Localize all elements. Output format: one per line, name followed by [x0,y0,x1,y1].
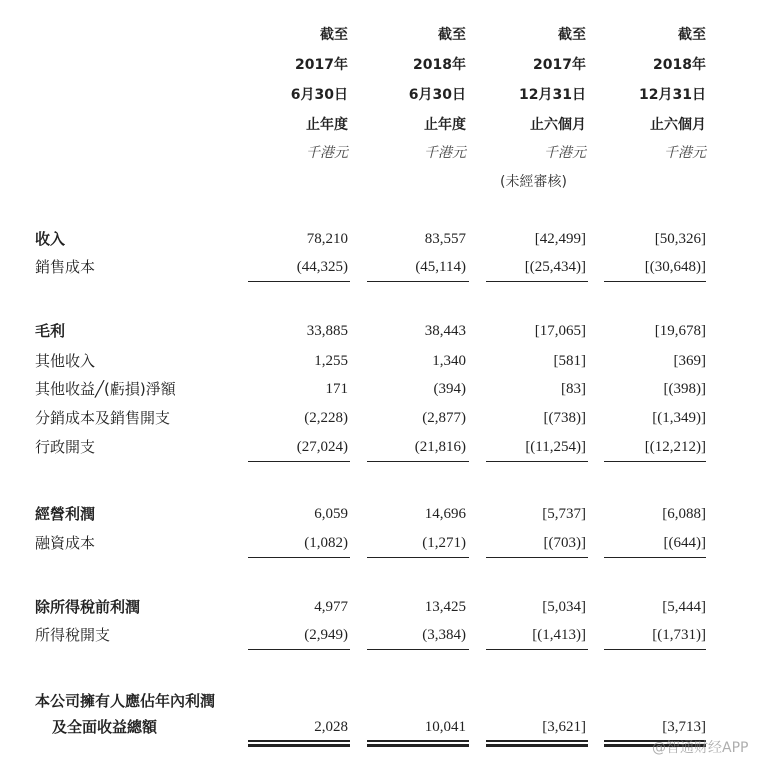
row-value: (27,024) [296,439,348,455]
row-value: 33,885 [306,323,348,339]
row-value: 13,425 [424,599,466,615]
subtotal-underline [248,649,350,650]
row-value: 83,557 [424,231,466,247]
unaudited-note: (未經審核) [500,174,567,190]
row-value: [83] [561,381,586,397]
subtotal-underline [604,281,706,282]
row-label: 其他收入 [35,352,96,370]
subtotal-underline [604,649,706,650]
column-header-line4: 止六個月 [530,117,586,133]
row-value: [(644)] [663,535,706,551]
column-header-line3: 12月31日 [639,87,706,103]
column-header-line2: 2018年 [653,57,706,73]
row-value: (44,325) [296,259,348,275]
row-value: (45,114) [415,259,466,275]
row-label: 毛利 [35,322,66,340]
row-value: (1,271) [422,535,466,551]
row-value: [(12,212)] [644,439,706,455]
row-value: [(738)] [543,410,586,426]
row-value: [(1,413)] [532,627,586,643]
subtotal-underline [486,649,588,650]
subtotal-underline [367,557,469,558]
column-header-line4: 止六個月 [650,117,706,133]
row-value: [19,678] [654,323,706,339]
row-value: [42,499] [534,231,586,247]
row-value: [50,326] [654,231,706,247]
row-value: [(398)] [663,381,706,397]
column-header-line2: 2017年 [533,57,586,73]
total-double-underline [367,740,469,747]
row-value: [(11,254)] [525,439,586,455]
row-label: 融資成本 [35,534,96,552]
subtotal-underline [367,649,469,650]
row-value: [5,737] [542,506,586,522]
row-label: 行政開支 [35,438,96,456]
column-header-unit: 千港元 [544,145,586,161]
row-value: [581] [553,353,586,369]
column-header-unit: 千港元 [306,145,348,161]
row-value: (394) [433,381,466,397]
column-header-line1: 截至 [320,27,348,43]
row-value: [(25,434)] [524,259,586,275]
row-value: (2,877) [422,410,466,426]
row-value: [(1,731)] [652,627,706,643]
row-label: 其他收益╱(虧損)淨額 [35,380,176,398]
row-value: (1,082) [304,535,348,551]
subtotal-underline [248,557,350,558]
subtotal-underline [486,461,588,462]
row-value: [3,621] [542,719,586,735]
subtotal-underline [486,557,588,558]
total-double-underline [486,740,588,747]
column-header-line4: 止年度 [424,117,466,133]
row-value: [3,713] [662,719,706,735]
row-value: [5,444] [662,599,706,615]
subtotal-underline [248,281,350,282]
row-value: [369] [673,353,706,369]
row-value: [(30,648)] [644,259,706,275]
row-value: 38,443 [424,323,466,339]
column-header-line4: 止年度 [306,117,348,133]
row-value: 171 [325,381,348,397]
subtotal-underline [248,461,350,462]
column-header-line3: 12月31日 [519,87,586,103]
total-double-underline [248,740,350,747]
row-label: 銷售成本 [35,258,96,276]
row-label: 收入 [35,230,66,248]
row-value: [(1,349)] [652,410,706,426]
column-header-line3: 6月30日 [408,87,466,103]
row-label: 所得稅開支 [35,626,111,644]
row-value: 4,977 [314,599,348,615]
row-value: [5,034] [542,599,586,615]
row-label: 除所得稅前利潤 [35,598,141,616]
row-value: 6,059 [314,506,348,522]
column-header-line2: 2017年 [295,57,348,73]
column-header-unit: 千港元 [664,145,706,161]
row-value: 14,696 [424,506,466,522]
subtotal-underline [604,557,706,558]
row-value: (3,384) [422,627,466,643]
column-header-line1: 截至 [678,27,706,43]
row-label: 分銷成本及銷售開支 [35,409,171,427]
row-label: 本公司擁有人應佔年內利潤 [35,692,216,710]
row-value: 2,028 [314,719,348,735]
column-header-line1: 截至 [438,27,466,43]
row-value: [(703)] [543,535,586,551]
row-value: 78,210 [306,231,348,247]
row-label: 及全面收益總額 [52,718,158,736]
row-value: [6,088] [662,506,706,522]
column-header-line3: 6月30日 [290,87,348,103]
subtotal-underline [367,461,469,462]
row-value: (2,228) [304,410,348,426]
row-label: 經營利潤 [35,505,96,523]
row-value: 1,340 [432,353,466,369]
subtotal-underline [486,281,588,282]
row-value: (21,816) [414,439,466,455]
subtotal-underline [367,281,469,282]
column-header-unit: 千港元 [424,145,466,161]
row-value: (2,949) [304,627,348,643]
row-value: [17,065] [534,323,586,339]
row-value: 10,041 [424,719,466,735]
row-value: 1,255 [314,353,348,369]
watermark: @智通财经APP [652,740,749,756]
column-header-line2: 2018年 [413,57,466,73]
column-header-line1: 截至 [558,27,586,43]
subtotal-underline [604,461,706,462]
